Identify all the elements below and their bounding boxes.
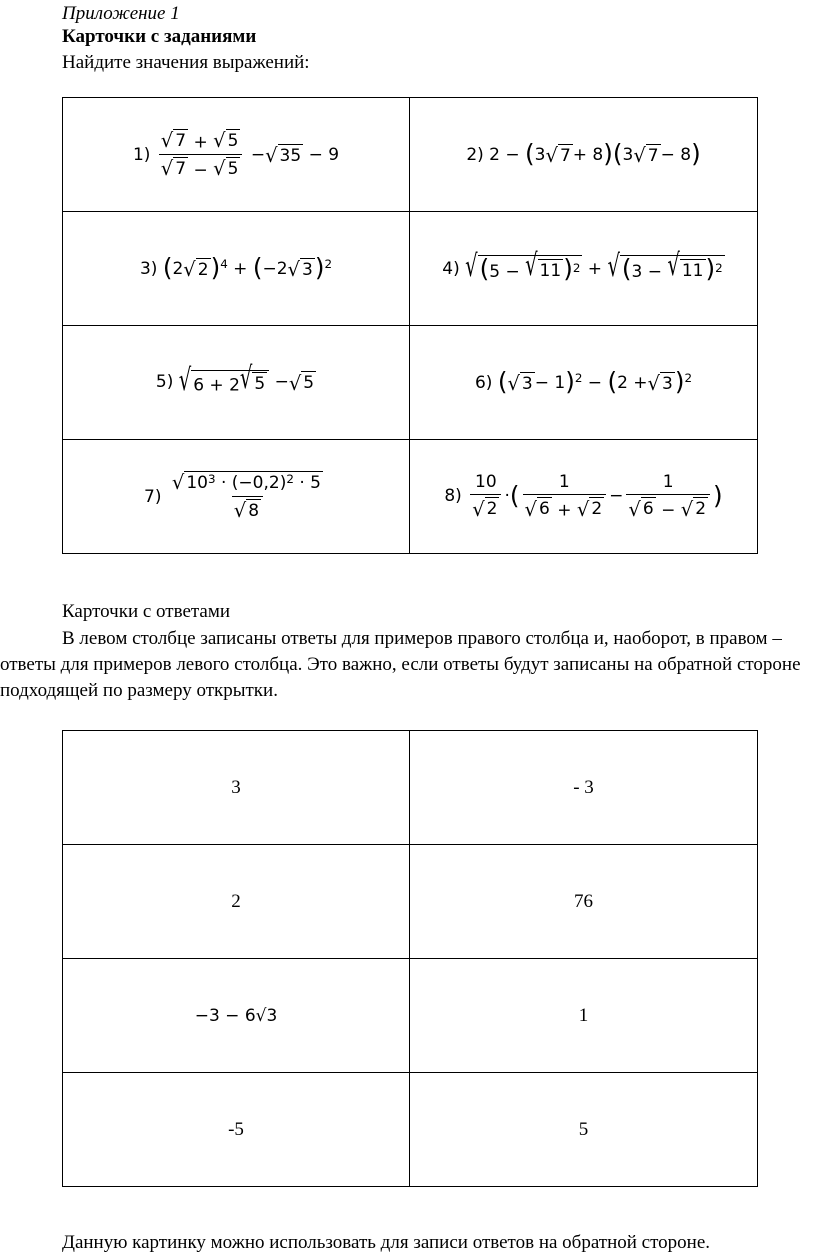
task-card-1 bbox=[63, 98, 410, 212]
answer-cell-3-right: 1 bbox=[410, 959, 758, 1073]
task-card-6 bbox=[410, 326, 758, 440]
answer-cell-3-left: −3 − 6√3 bbox=[63, 959, 410, 1073]
task-3-label: 3) bbox=[139, 258, 158, 279]
task-7-label: 7) bbox=[144, 486, 162, 507]
task-card-5 bbox=[63, 326, 410, 440]
task-5-label: 5) bbox=[155, 372, 174, 393]
task-card-2 bbox=[410, 98, 758, 212]
answer-cell-2-left: 2 bbox=[63, 845, 410, 959]
task-card-4 bbox=[410, 212, 758, 326]
task-6-label: 6) bbox=[474, 372, 493, 393]
task-8-expression: 8) 10 √ 2 · ( 1 √ 6 + √ 2 − 1 √ 6 − √ 2 ) bbox=[444, 472, 723, 521]
answer-cell-1-left: 3 bbox=[63, 731, 410, 845]
task-2-expression: 2) 2 − ( 3 √ 7 + 8 )( 3 √ 7 − 8 ) bbox=[466, 139, 701, 169]
task-card-8 bbox=[410, 440, 758, 554]
answers-paragraph: В левом столбце записаны ответы для примеров правого столбца и, наоборот, в правом – ответы для примеров левого столбца. Это важно, если ответы будут записаны на обратной стороне подходящей по размеру открытки. bbox=[0, 628, 801, 701]
answer-cell-1-right: - 3 bbox=[410, 731, 758, 845]
cards-title: Карточки с заданиями bbox=[62, 26, 257, 47]
task-card-3 bbox=[63, 212, 410, 326]
answer-cell-4-right: 5 bbox=[410, 1073, 758, 1187]
task-8-label: 8) bbox=[444, 486, 462, 507]
answer-cards-table bbox=[62, 730, 758, 1187]
task-3-expression: 3) ( 2 √ 2 ) $^4$ + ( −2 √ 3 ) $^2$ bbox=[139, 253, 333, 283]
answer-cell-4-left: -5 bbox=[63, 1073, 410, 1187]
answer-cell-2-right: 76 bbox=[410, 845, 758, 959]
footer-text: Данную картинку можно использовать для записи ответов на обратной стороне. bbox=[62, 1232, 711, 1253]
task-2-label: 2) bbox=[466, 144, 484, 165]
answers-title: Карточки с ответами bbox=[62, 601, 231, 622]
instruction-text: Найдите значения выражений: bbox=[62, 52, 310, 73]
task-1-expression: 1) √ 7 + √ 5 √ 7 − √ 5 − √ 35 − 9 bbox=[132, 129, 340, 181]
task-6-expression: 6) ( √ 3 − 1 ) $^2$ − ( 2 + √ 3 ) $^2$ bbox=[474, 367, 693, 397]
task-1-label: 1) bbox=[132, 144, 151, 165]
task-4-expression: 4) √ (5 − √ 11 )$^2$ + √ (3 − √ 11 )$^2$ bbox=[442, 247, 723, 285]
task-5-expression: 5) √ 6 + 2 √ 5 − √ 5 bbox=[155, 360, 315, 398]
task-7-expression: 7) √ $10^3 \cdot (-0,2)^2 \cdot 5$ √ 8 bbox=[144, 471, 321, 523]
appendix-label: Приложение 1 bbox=[62, 3, 180, 24]
task-4-label: 4) bbox=[442, 258, 460, 279]
task-cards-table bbox=[62, 97, 758, 554]
task-card-7 bbox=[63, 440, 410, 554]
